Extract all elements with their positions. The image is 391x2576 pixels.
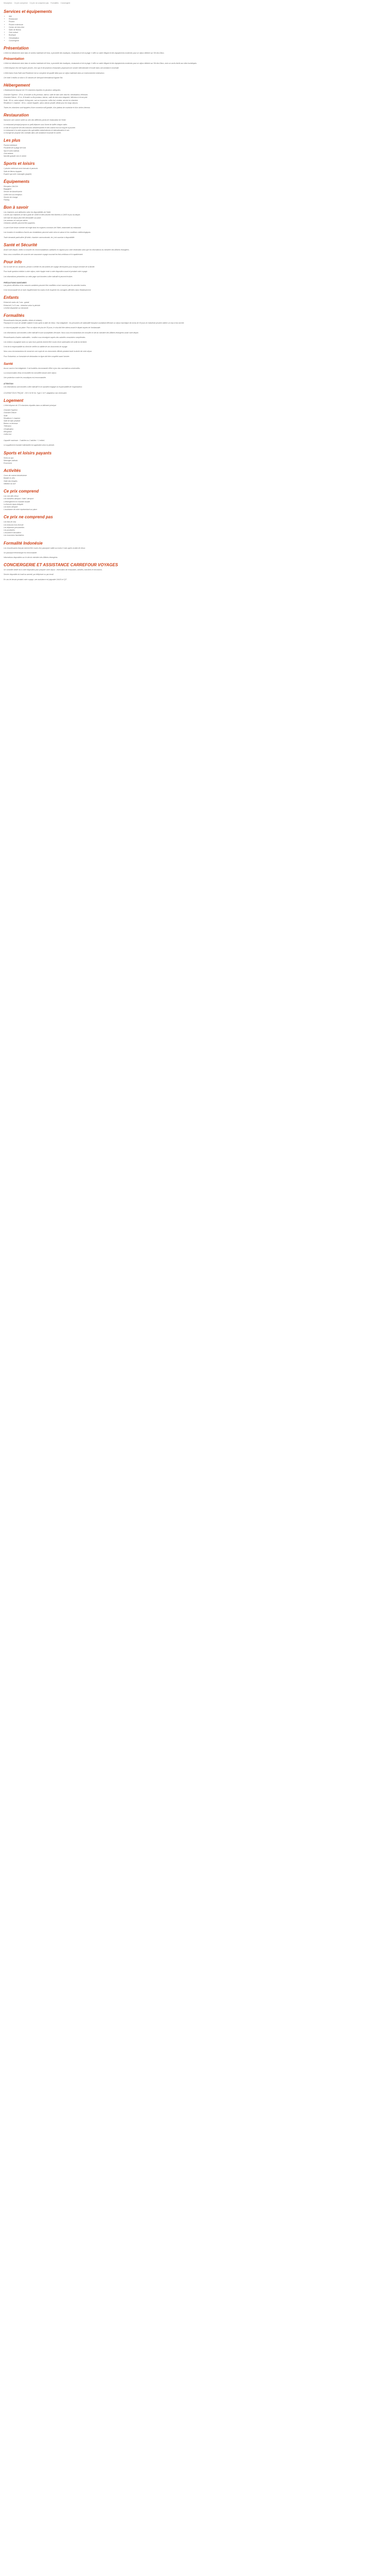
formalites-paragraph: Passeport en cours de validité valable 6 mois après la date de retour. Visa obligatoire : les personnes de nationalité française souhaitant effectuer un séjour touristique de moins de 30 jours en Indonésie peuvent obtenir un visa à leur arrivée. [4, 322, 185, 325]
activites-line: Cours de cuisine indonésienne [4, 474, 27, 477]
services-list [9, 15, 387, 42]
conciergerie-section [4, 563, 387, 581]
presentation-paragraph: L'hôtel dispose d'un bel espace piscine, d'un spa et de plusieurs restaurants proposant une cuisine internationale et locale dans une ambiance conviviale. [4, 67, 120, 70]
equipements-title: Équipements [4, 179, 30, 184]
rooms-line: Suite : 56 m², salon séparé, lit king size, vue sur la piscine, coffre-fort, minibar, service en chambre. [4, 99, 78, 101]
rooms-title: Hébergement [4, 83, 30, 88]
passeport-paragraph: Informations disponibles sur le site du ministère des Affaires étrangères. [4, 556, 58, 558]
formalite-section [4, 541, 387, 560]
sports2-line: Massages balinais [4, 459, 18, 462]
service-item: • Conciergerie [9, 40, 387, 42]
capacite-text: Capacité maximum : 3 adultes ou 2 adultes + 1 enfant. [4, 439, 45, 442]
conciergerie-paragraph: Un conseiller dédié est à votre disposition pour préparer votre séjour : réservation de restaurants, activités, transferts et excursions. [4, 569, 103, 571]
restauration-line: Le restaurant à la carte propose des spécialités indonésiennes et internationales le soir. [4, 129, 70, 131]
sports-section [4, 161, 387, 176]
avoir-paragraph: Les horaires et conditions d'accès aux installations peuvent varier selon la saison et les conditions météorologiques. [4, 231, 91, 234]
comprend-line: L'hébergement en chambre double [4, 500, 30, 503]
equipements-line: Service de blanchisserie [4, 191, 22, 193]
formalites-paragraph: Les mineurs voyageant seuls ou sans leurs parents doivent être munis d'une autorisation de sortie du territoire. [4, 341, 87, 343]
sports-line: Espace spa avec massages (payant) [4, 173, 32, 175]
courant-section [4, 392, 387, 395]
activites-title: Activités [4, 468, 21, 473]
logement-line: Balcon ou terrasse [4, 422, 18, 425]
precautions-paragraph: Les pièces officielles et les mesures sanitaires peuvent être modifiées à tout moment par les autorités locales. [4, 284, 87, 286]
presentation-paragraph: Cet hôtel 4 étoiles se situe à 15 minutes de l'aéroport international Ngurah Rai. [4, 76, 63, 79]
link-conciergerie[interactable]: Conciergerie [60, 2, 71, 4]
sports-line: Salle de fitness équipée [4, 170, 22, 173]
link-comprend[interactable]: Ce prix comprend [14, 2, 28, 4]
rooms-line: Chambre Deluxe : 32 m², lit double ou lits jumeaux, balcon, salle de bain avec baignoire, télévision à écran plat. [4, 96, 88, 99]
necomprend-line: Les frais de visa [4, 521, 16, 523]
avoir-title: Bon à savoir [4, 205, 29, 210]
plus-title: Les plus [4, 138, 21, 143]
info-title: Pour info [4, 260, 22, 265]
rooms-note: Toutes les chambres sont équipées d'une connexion wifi gratuite, d'un plateau de courtoisie et d'un sèche-cheveux. [4, 107, 91, 109]
rooms-section [4, 83, 387, 109]
sante2-title: Santé [4, 362, 13, 366]
sante2-paragraph: Une protection contre les moustiques est recommandée. [4, 377, 46, 379]
sante-section [4, 243, 387, 256]
activites-line: Visite des temples [4, 480, 18, 482]
info-paragraph: Les informations présentées sur cette page sont données à titre indicatif et peuvent évoluer. [4, 275, 73, 278]
rooms-intro: L'établissement dispose de 174 chambres réparties en plusieurs catégories. [4, 89, 61, 92]
necomprend-line: Les excursions facultatives [4, 534, 24, 537]
comprend-line: L'assistance de notre représentant sur place [4, 509, 37, 511]
precautions-section [4, 282, 387, 292]
link-formalites[interactable]: Formalités [51, 2, 59, 4]
restauration-title: Restauration [4, 113, 29, 118]
activites-section [4, 468, 387, 485]
page [0, 0, 391, 581]
conciergerie-paragraph: Service disponible du lundi au samedi, par téléphone ou par email. [4, 573, 54, 576]
logement-line: Télévision [4, 425, 11, 428]
presentation-paragraph: L'hôtel est idéalement situé dans le secteur balnéaire de Kuta, à proximité des boutiques, restaurants et de la plage. Il offre un cadre élégant et des équipements modernes pour un séjour détente sur l'île des Dieux, avec un accès facile aux sites touristiques. [4, 62, 197, 65]
logement-line: Salle de bain privative [4, 420, 21, 422]
service-item: • Club enfant [9, 31, 387, 34]
sports2-section [4, 451, 387, 465]
info-paragraph: Sur la route de vos vacances, pensez à vérifier les documents de voyage nécessaires pour chaque membre de la famille. [4, 266, 95, 268]
service-item: • Boutique [9, 34, 387, 37]
sports2-title: Sports et loisirs payants [4, 450, 52, 455]
sports-title: Sports et loisirs [4, 161, 35, 166]
sports2-line: Soins au spa [4, 456, 14, 459]
equipements-line: Coffre-fort à la réception [4, 193, 22, 196]
necomprend-line: L'assurance annulation [4, 532, 21, 534]
avoir-paragraph: Toute demande particulière (lit bébé, chambre communicante, etc.) est soumise à disponibilité. [4, 236, 75, 239]
info-section [4, 260, 387, 278]
formalites-paragraph: Le visa est payable sur place. Pour un séjour de plus de 30 jours, le visa doit être obtenu avant le départ auprès de l'ambassade. [4, 327, 101, 329]
sante2-paragraph: La consommation d'eau en bouteille est conseillée durant votre séjour. [4, 372, 57, 375]
logement-line: Coffre-fort [4, 433, 11, 436]
equipements-line: Réception 24h/24h [4, 185, 18, 188]
activites-line: Balade en vélo [4, 477, 15, 480]
presentation-paragraph: L'hôtel est idéalement situé dans le secteur balnéaire de Kuta, à proximité des boutiques, restaurants et de la plage. Il offre un cadre élégant et des équipements modernes pour un séjour détente sur l'île des Dieux. [4, 52, 165, 55]
formalites-paragraph: Il est de la responsabilité du client de vérifier la validité de ses documents de voyage. [4, 346, 68, 348]
sports2-line: Excursions [4, 462, 12, 465]
formalite-text: Les ressortissants français doivent être munis d'un passeport valide au moins 6 mois après la date de retour. [4, 547, 86, 549]
presentation-paragraph: L'hôtel Aston Kuta Hotel and Residence est un complexe de qualité idéal pour un séjour balnéaire dans un environnement chaleureux. [4, 72, 105, 74]
conciergerie-title: CONCIERGERIE ET ASSISTANCE CARREFOUR VOYAGES [4, 563, 118, 568]
service-item: • Restaurant [9, 18, 387, 21]
passeport-text: Un passeport électronique est recommandé. [4, 551, 37, 554]
top-links [4, 2, 387, 5]
formalites-paragraph: Pour l'Indonésie, un formulaire de déclaration en ligne doit être complété avant l'arrivée. [4, 355, 70, 358]
plus-section [4, 138, 387, 158]
formalites-intro: Ressortissants français (adultes, bébés et enfants) : [4, 319, 43, 321]
comprend-section [4, 489, 387, 511]
service-item: • Centre de bien-être [9, 26, 387, 29]
avoir-line: Les animaux ne sont pas admis. [4, 219, 28, 222]
activites-line: Initiation au surf [4, 482, 16, 485]
capacite-section [4, 439, 387, 447]
equipements-section [4, 179, 387, 201]
restauration-section [4, 113, 387, 134]
conciergerie-paragraph: En cas de besoin pendant votre voyage, une assistance est joignable 24h/24 et 7j/7. [4, 578, 67, 581]
logement-line: Suite [4, 414, 8, 417]
sante-paragraph: Nous vous conseillons de souscrire une assurance voyage couvrant les frais médicaux et le rapatriement. [4, 253, 84, 256]
plus-line: Club enfants [4, 152, 13, 155]
equipements-line: Parking [4, 198, 10, 201]
comprend-line: Les transferts aéroport / hôtel / aéroport [4, 498, 34, 500]
attention-text: Les informations sont données à titre indicatif et ne sauraient engager la responsabilité de l'organisateur. [4, 385, 83, 388]
service-item: • Piscine [9, 21, 387, 23]
comprend-line: La formule repas indiquée [4, 503, 24, 505]
service-item: • Piscine extérieure [9, 24, 387, 26]
sante-title: Santé et Sécurité [4, 242, 37, 247]
sante-paragraph: Avant votre départ, veillez à consulter les recommandations sanitaires en vigueur pour votre destination ainsi que les informations du ministère des Affaires étrangères. [4, 248, 129, 251]
formalites-title: Formalités [4, 313, 25, 318]
presentation-section [4, 46, 387, 79]
services-section [4, 9, 387, 42]
enfants-line: Lit bébé disponible sur demande [4, 307, 28, 309]
logement-line: Wifi gratuit [4, 430, 12, 433]
plus-line: Proximité de la plage de Kuta [4, 147, 26, 149]
avoir-line: Les chambres sont attribuées selon les disponibilités de l'hôtel. [4, 211, 51, 214]
precautions-title: PRÉCAUTIONS SANITAIRES [4, 281, 27, 284]
sante2-section [4, 362, 387, 380]
restauration-line: Le lounge bar propose des cocktails dans une ambiance musicale en soirée. [4, 132, 61, 134]
avoir-line: Une taxe de séjour peut être demandée sur place. [4, 216, 42, 219]
attention-title: ATTENTION [4, 383, 13, 385]
enfants-line: Enfant de 2 à 11 ans : réduction selon la période [4, 304, 40, 307]
avoir-line: Certaines activités peuvent être payantes. [4, 222, 36, 224]
restauration-intro: Savourez une cuisine variée au sein des différents points de restauration de l'hôtel. [4, 119, 67, 122]
service-item: • Climatisation [9, 37, 387, 40]
link-ne-comprend[interactable]: Ce prix ne comprend pas [29, 2, 49, 4]
sports-line: 1 piscine extérieure avec transats et parasols [4, 167, 38, 170]
restauration-line: Le bar de la piscine sert des boissons rafraîchissantes et des snacks tout au long de la journée. [4, 126, 76, 129]
necomprend-line: Les pourboires [4, 529, 15, 531]
necomprend-line: Les boissons hors formule [4, 523, 24, 526]
restauration-line: Le restaurant principal propose un petit-déjeuner sous forme de buffet chaque matin. [4, 124, 68, 126]
enfants-title: Enfants [4, 295, 19, 300]
necomprend-section [4, 515, 387, 537]
link-description[interactable]: Description [4, 2, 12, 4]
formalites-paragraph: Les informations sont données à titre indicatif et sont susceptibles d'évoluer. Nous vous recommandons de consulter le site du ministère des Affaires étrangères avant votre départ. [4, 331, 139, 334]
logement-section [4, 398, 387, 436]
logement-line: Chambre Superior [4, 409, 18, 412]
courant-text: COURANT ÉLECTRIQUE : 230 V et 50 Hz. Type C et F, adaptateur non nécessaire. [4, 392, 68, 394]
plus-line: Piscine extérieure [4, 144, 18, 147]
inclus-text: Le supplément chambre individuelle est applicable selon la période. [4, 444, 55, 447]
services-title: Services et équipements [4, 9, 52, 14]
info-paragraph: Pour toute question relative à votre séjour, notre équipe reste à votre disposition avant et pendant votre voyage. [4, 270, 88, 273]
enfants-section [4, 295, 387, 310]
equipements-line: Bagagerie [4, 188, 12, 191]
formalites-paragraph: Ressortissants d'autres nationalités : veuillez vous renseigner auprès des autorités consulaires compétentes. [4, 336, 86, 338]
precautions-paragraph: Il est recommandé de se laver régulièrement les mains et de respecter les consignes affichées dans l'établissement. [4, 289, 91, 292]
attention-section [4, 383, 387, 388]
presentation-title: Présentation [4, 46, 29, 51]
avoir-paragraph: Le port d'une tenue correcte est exigé dans les espaces communs de l'hôtel, notamment au restaurant. [4, 227, 82, 229]
comprend-title: Ce prix comprend [4, 489, 39, 494]
formalites-section [4, 313, 387, 358]
avoir-line: L'accès aux chambres se fait à partir de 14h00 et elles doivent être libérées à 12h00 le jour du départ. [4, 214, 80, 216]
rooms-line: Résidence 1 chambre : 65 m², cuisine équipée, salon, balcon privatif, idéale pour les longs séjours. [4, 101, 78, 104]
formalite-title: Formalité Indonésie [4, 540, 43, 546]
necomprend-line: Les dépenses personnelles [4, 526, 25, 529]
comprend-line: Les vols aller-retour [4, 495, 19, 498]
comprend-line: Les taxes aéroport [4, 505, 18, 508]
formalites-paragraph: Nous vous recommandons de conserver une copie de vos documents officiels pendant toute la durée de votre séjour. [4, 350, 92, 353]
service-item: • Salle de fitness [9, 29, 387, 31]
logement-line: Chambre Deluxe [4, 412, 17, 414]
equipements-line: Service de change [4, 196, 18, 198]
rooms-line: Chambre Superior : 28 m², lit double ou lits jumeaux, balcon, salle de bain avec douche, climatisation, télévision. [4, 94, 89, 96]
enfants-line: Enfant de moins de 2 ans : gratuit [4, 301, 29, 304]
logement-line: Résidence 1 chambre [4, 417, 21, 419]
presentation-title-2: Présentation [4, 57, 24, 61]
logement-title: Logement [4, 398, 24, 403]
necomprend-title: Ce prix ne comprend pas [4, 515, 53, 520]
service-item: • Wifi [9, 15, 387, 18]
logement-line: Climatisation [4, 428, 13, 430]
sante2-paragraph: Aucun vaccin n'est obligatoire. Il est toutefois recommandé d'être à jour des vaccinations universelles. [4, 367, 80, 369]
avoir-section [4, 205, 387, 239]
logement-intro: L'hôtel dispose de 174 chambres réparties dans un bâtiment principal. [4, 404, 57, 407]
plus-line: Spa et soins balinais [4, 149, 20, 152]
plus-line: Navette gratuite vers le centre [4, 155, 26, 158]
